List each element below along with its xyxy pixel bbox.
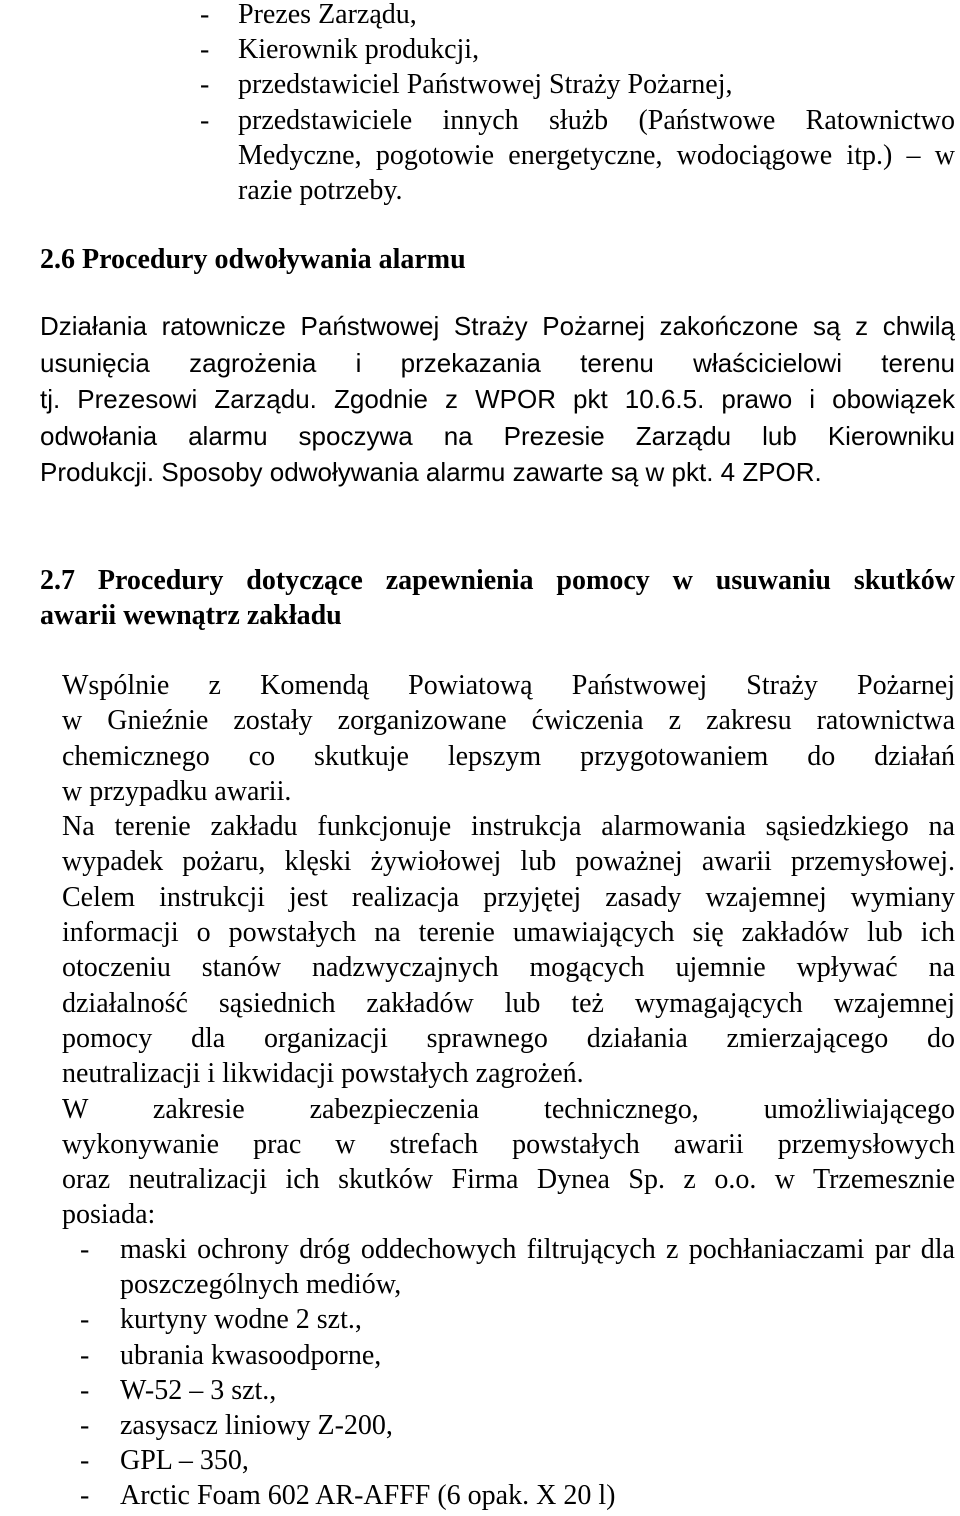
paragraph-line: chemicznego co skutkuje lepszym przygotowaniem do działań — [62, 740, 955, 772]
list-item — [200, 67, 955, 102]
paragraph-line: informacji o powstałych na terenie umawiających się zakładów lub ich — [62, 917, 955, 949]
section-2-6-paragraph — [40, 308, 955, 491]
list-item — [80, 1302, 955, 1337]
list-item — [80, 1373, 955, 1408]
dash-marker: - — [200, 69, 210, 101]
list-item — [80, 1338, 955, 1373]
list-item — [200, 0, 955, 32]
list-item-text: ubrania kwasoodporne, — [120, 1339, 382, 1371]
paragraph-line: pomocy dla organizacji sprawnego działania zmierzającego do — [62, 1022, 955, 1054]
dash-marker: - — [80, 1480, 90, 1512]
paragraph-line: Produkcji. Sposoby odwoływania alarmu zawarte są w pkt. 4 ZPOR. — [40, 457, 822, 487]
paragraph-line: Na terenie zakładu funkcjonuje instrukcja alarmowania sąsiedzkiego na — [62, 811, 955, 843]
paragraph-line: w Gnieźnie zostały zorganizowane ćwiczenia z zakresu ratownictwa — [62, 705, 955, 737]
paragraph-line: usunięcia zagrożenia i przekazania terenu właścicielowi terenu — [40, 347, 955, 378]
list-item-text: Arctic Foam 602 AR-AFFF (6 opak. X 20 l) — [120, 1480, 616, 1512]
list-item-text: GPL – 350, — [120, 1445, 249, 1477]
list-item-text: W-52 – 3 szt., — [120, 1374, 277, 1406]
paragraph-line: W zakresie zabezpieczenia technicznego, umożliwiającego — [62, 1093, 955, 1125]
paragraph-line: wypadek pożaru, klęski żywiołowej lub poważnej awarii przemysłowej. — [62, 846, 955, 878]
paragraph-line: tj. Prezesowi Zarządu. Zgodnie z WPOR pkt 10.6.5. prawo i obowiązek — [40, 384, 955, 414]
paragraph-line: neutralizacji i likwidacji powstałych zagrożeń. — [62, 1058, 584, 1090]
paragraph-line: posiada: — [62, 1199, 156, 1231]
dash-marker: - — [80, 1304, 90, 1336]
paragraph-line: odwołania alarmu spoczywa na Prezesie Zarządu lub Kierowniku — [40, 420, 955, 451]
list-item — [80, 1232, 955, 1302]
heading-line: 2.7 Procedury dotyczące zapewnienia pomocy w usuwaniu skutków — [40, 565, 955, 596]
section-heading-2-6: 2.6 Procedury odwoływania alarmu — [40, 244, 466, 275]
heading-line: awarii wewnątrz zakładu — [40, 600, 342, 631]
list-item-text: zasysacz liniowy Z-200, — [120, 1410, 393, 1442]
dash-marker: - — [80, 1339, 90, 1371]
paragraph-line: Wspólnie z Komendą Powiatową Państwowej Straży Pożarnej — [62, 670, 955, 701]
section-heading-2-7 — [40, 563, 955, 633]
paragraph-line: Celem instrukcji jest realizacja przyjętej zasady wzajemnej wymiany — [62, 881, 955, 913]
paragraph-line: w przypadku awarii. — [62, 775, 292, 807]
list-item — [80, 1443, 955, 1478]
list-item — [200, 103, 955, 209]
list-item-text: maski ochrony dróg oddechowych filtrujących z pochłaniaczami par dla poszczególnych mediów, — [120, 1234, 955, 1301]
list-item-text: Kierownik produkcji, — [238, 34, 480, 66]
list-item-text: przedstawiciel Państwowej Straży Pożarnej, — [238, 69, 733, 101]
paragraph-line: wykonywanie prac w strefach powstałych awarii przemysłowych — [62, 1128, 955, 1160]
dash-marker: - — [200, 104, 210, 136]
list-item — [80, 1408, 955, 1443]
paragraph-line: oraz neutralizacji ich skutków Firma Dynea Sp. z o.o. w Trzemesznie — [62, 1164, 955, 1196]
equipment-list — [80, 1232, 955, 1514]
dash-marker: - — [80, 1410, 90, 1442]
section-2-7-body — [62, 668, 955, 1233]
top-dash-list — [200, 0, 955, 208]
dash-marker: - — [80, 1234, 90, 1265]
list-item-text: kurtyny wodne 2 szt., — [120, 1304, 362, 1336]
dash-marker: - — [200, 0, 210, 30]
dash-marker: - — [200, 34, 210, 66]
list-item-text: Prezes Zarządu, — [238, 0, 417, 30]
dash-marker: - — [80, 1445, 90, 1477]
paragraph-line: Działania ratownicze Państwowej Straży Pożarnej zakończone są z chwilą — [40, 311, 955, 341]
list-item — [80, 1478, 955, 1513]
paragraph-line: działalność sąsiednich zakładów lub też wymagających wzajemnej — [62, 987, 955, 1019]
list-item-text: przedstawiciele innych służb (Państwowe Ratownictwo Medyczne, pogotowie energetyczne, wodociągowe itp.) – w razie potrzeby. — [238, 104, 955, 207]
paragraph-line: otoczeniu stanów nadzwyczajnych mogących ujemnie wpływać na — [62, 952, 955, 984]
list-item — [200, 32, 955, 67]
dash-marker: - — [80, 1374, 90, 1406]
